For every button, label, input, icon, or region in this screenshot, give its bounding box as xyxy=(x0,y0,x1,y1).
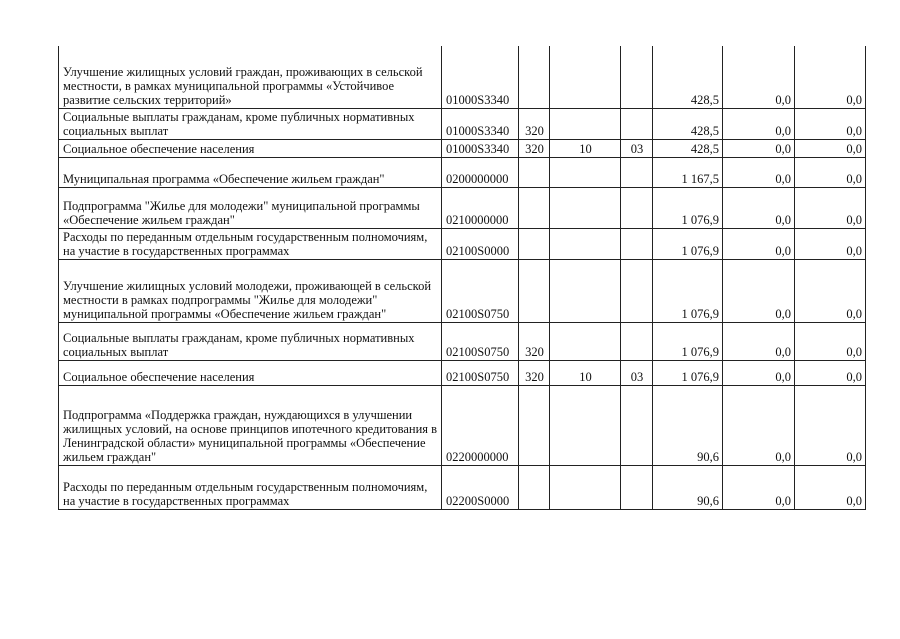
row-vr xyxy=(519,157,550,187)
row-pr xyxy=(621,259,653,322)
row-vr xyxy=(519,46,550,108)
row-pr xyxy=(621,385,653,465)
row-name: Муниципальная программа «Обеспечение жильем граждан" xyxy=(59,157,442,187)
row-name: Подпрограмма «Поддержка граждан, нуждающихся в улучшении жилищных условий, на основе принципов ипотечного кредитования в Ленинградской области» муниципальной программы «Обеспечение жильем граждан" xyxy=(59,385,442,465)
row-value-2: 0,0 xyxy=(723,385,795,465)
row-value-3: 0,0 xyxy=(795,465,866,509)
row-pr xyxy=(621,228,653,259)
row-pr: 03 xyxy=(621,360,653,385)
row-rz: 10 xyxy=(550,360,621,385)
row-value-3: 0,0 xyxy=(795,139,866,157)
row-value-3: 0,0 xyxy=(795,360,866,385)
row-pr xyxy=(621,322,653,360)
row-value-2: 0,0 xyxy=(723,465,795,509)
row-rz xyxy=(550,228,621,259)
row-value-1: 90,6 xyxy=(653,385,723,465)
row-value-2: 0,0 xyxy=(723,139,795,157)
row-value-3: 0,0 xyxy=(795,259,866,322)
row-rz xyxy=(550,108,621,139)
row-value-1: 1 076,9 xyxy=(653,259,723,322)
row-name: Улучшение жилищных условий молодежи, проживающей в сельской местности в рамках подпрограммы "Жилье для молодежи" муниципальной программы «Обеспечение жильем граждан" xyxy=(59,259,442,322)
table-row xyxy=(59,259,866,322)
row-code: 01000S3340 xyxy=(442,139,519,157)
row-vr: 320 xyxy=(519,322,550,360)
row-value-1: 428,5 xyxy=(653,108,723,139)
row-vr xyxy=(519,187,550,228)
row-rz xyxy=(550,187,621,228)
row-value-1: 1 167,5 xyxy=(653,157,723,187)
row-name: Расходы по переданным отдельным государственным полномочиям, на участие в государственных программах xyxy=(59,228,442,259)
budget-table xyxy=(58,46,866,510)
row-value-1: 1 076,9 xyxy=(653,187,723,228)
row-vr xyxy=(519,385,550,465)
table-row xyxy=(59,108,866,139)
row-name: Социальные выплаты гражданам, кроме публичных нормативных социальных выплат xyxy=(59,108,442,139)
row-name: Улучшение жилищных условий граждан, проживающих в сельской местности, в рамках муниципальной программы «Устойчивое развитие сельских территорий» xyxy=(59,46,442,108)
row-value-1: 1 076,9 xyxy=(653,360,723,385)
row-rz xyxy=(550,46,621,108)
row-value-2: 0,0 xyxy=(723,187,795,228)
row-value-3: 0,0 xyxy=(795,108,866,139)
row-value-2: 0,0 xyxy=(723,228,795,259)
table-row xyxy=(59,322,866,360)
row-vr: 320 xyxy=(519,360,550,385)
table-row xyxy=(59,360,866,385)
row-value-2: 0,0 xyxy=(723,360,795,385)
table-row xyxy=(59,465,866,509)
row-value-1: 428,5 xyxy=(653,46,723,108)
row-vr: 320 xyxy=(519,108,550,139)
row-value-2: 0,0 xyxy=(723,322,795,360)
row-vr xyxy=(519,259,550,322)
row-name: Социальные выплаты гражданам, кроме публичных нормативных социальных выплат xyxy=(59,322,442,360)
row-rz xyxy=(550,385,621,465)
row-value-3: 0,0 xyxy=(795,385,866,465)
row-code: 01000S3340 xyxy=(442,46,519,108)
row-value-3: 0,0 xyxy=(795,187,866,228)
row-value-2: 0,0 xyxy=(723,157,795,187)
table-row xyxy=(59,157,866,187)
row-code: 02200S0000 xyxy=(442,465,519,509)
row-name: Подпрограмма "Жилье для молодежи" муниципальной программы «Обеспечение жильем граждан" xyxy=(59,187,442,228)
row-vr xyxy=(519,228,550,259)
row-name: Социальное обеспечение населения xyxy=(59,139,442,157)
row-vr xyxy=(519,465,550,509)
row-value-2: 0,0 xyxy=(723,259,795,322)
row-rz: 10 xyxy=(550,139,621,157)
row-code: 02100S0750 xyxy=(442,259,519,322)
row-code: 0220000000 xyxy=(442,385,519,465)
table-row xyxy=(59,228,866,259)
row-pr xyxy=(621,108,653,139)
table-row xyxy=(59,139,866,157)
table-row xyxy=(59,385,866,465)
row-code: 0210000000 xyxy=(442,187,519,228)
row-value-1: 428,5 xyxy=(653,139,723,157)
row-value-2: 0,0 xyxy=(723,46,795,108)
row-code: 02100S0750 xyxy=(442,360,519,385)
row-value-1: 90,6 xyxy=(653,465,723,509)
row-pr xyxy=(621,46,653,108)
row-value-2: 0,0 xyxy=(723,108,795,139)
row-pr xyxy=(621,465,653,509)
row-value-1: 1 076,9 xyxy=(653,228,723,259)
row-pr: 03 xyxy=(621,139,653,157)
row-value-3: 0,0 xyxy=(795,157,866,187)
table-row xyxy=(59,187,866,228)
row-vr: 320 xyxy=(519,139,550,157)
row-rz xyxy=(550,157,621,187)
row-code: 02100S0750 xyxy=(442,322,519,360)
row-pr xyxy=(621,157,653,187)
row-value-3: 0,0 xyxy=(795,322,866,360)
row-value-3: 0,0 xyxy=(795,228,866,259)
row-rz xyxy=(550,259,621,322)
row-pr xyxy=(621,187,653,228)
row-code: 01000S3340 xyxy=(442,108,519,139)
row-name: Социальное обеспечение населения xyxy=(59,360,442,385)
row-rz xyxy=(550,322,621,360)
row-rz xyxy=(550,465,621,509)
row-value-3: 0,0 xyxy=(795,46,866,108)
row-name: Расходы по переданным отдельным государственным полномочиям, на участие в государственных программах xyxy=(59,465,442,509)
row-value-1: 1 076,9 xyxy=(653,322,723,360)
row-code: 02100S0000 xyxy=(442,228,519,259)
table-row xyxy=(59,46,866,108)
row-code: 0200000000 xyxy=(442,157,519,187)
